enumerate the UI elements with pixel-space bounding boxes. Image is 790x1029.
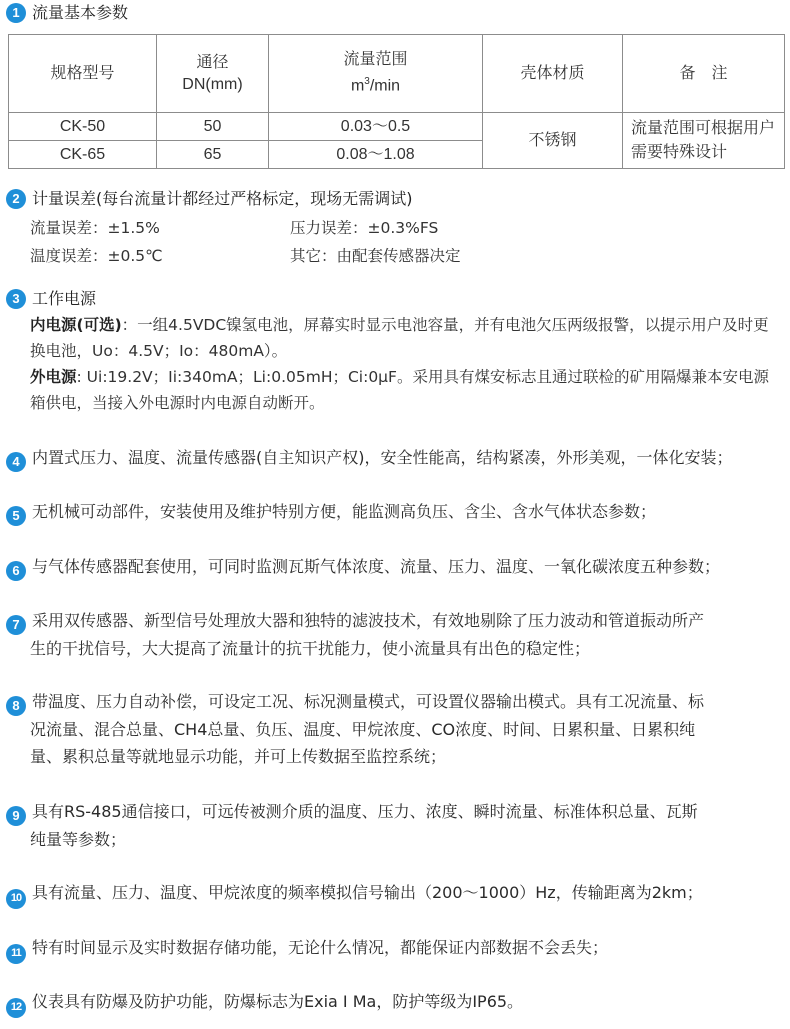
section-9-line-1: 具有RS-485通信接口，可远传被测介质的温度、压力、浓度、瞬时流量、标准体积总量、瓦斯 — [32, 802, 698, 821]
section-6 — [6, 553, 784, 581]
number-badge-icon: 6 — [6, 561, 26, 581]
internal-power — [6, 312, 784, 364]
header-range-line1: 流量范围 — [343, 51, 408, 69]
section-2-title: 计量误差(每台流量计都经过严格标定，现场无需调试) — [32, 189, 413, 208]
number-badge-icon: 12 — [6, 998, 26, 1018]
section-3 — [6, 288, 784, 416]
number-badge-icon: 3 — [6, 289, 26, 309]
table-row — [9, 113, 785, 141]
section-3-title: 工作电源 — [32, 289, 97, 308]
section-9 — [6, 798, 784, 853]
number-badge-icon: 1 — [6, 3, 26, 23]
section-8 — [6, 688, 784, 770]
section-3-heading — [6, 288, 784, 310]
number-badge-icon: 9 — [6, 806, 26, 826]
header-dn — [157, 35, 269, 113]
section-12 — [6, 988, 784, 1018]
section-5 — [6, 498, 784, 526]
section-6-text: 与气体传感器配套使用，可同时监测瓦斯气体浓度、流量、压力、温度、一氧化碳浓度五种参数； — [32, 557, 721, 576]
flow-parameter-table — [6, 34, 785, 169]
section-12-text: 仪表具有防爆及防护功能，防爆标志为Exia Ⅰ Ma，防护等级为IP65。 — [32, 992, 524, 1011]
external-power-text: : Ui:19.2V；Ii:340mA；Li:0.05mH；Ci:0μF。采用具有煤安标志且通过联检的矿用隔爆兼本安电源箱供电，当接入外电源时内电源自动断开。 — [30, 368, 769, 412]
error-list — [6, 214, 784, 270]
header-range-unit: $m^3/\min$ — [350, 76, 401, 95]
header-material: 壳体材质 — [483, 35, 623, 113]
section-9-line-2: 纯量等参数； — [30, 829, 127, 849]
header-note: 备 注 — [623, 35, 785, 113]
header-dn-line2: DN(mm) — [182, 75, 243, 93]
header-model: 规格型号 — [9, 35, 157, 113]
header-range — [269, 35, 483, 113]
section-7-line-2: 生的干扰信号，大大提高了流量计的抗干扰能力，使小流量具有出色的稳定性； — [30, 638, 591, 658]
pressure-error: 压力误差：±0.3%FS — [290, 219, 439, 237]
temperature-error: 温度误差：±0.5℃ — [30, 247, 163, 265]
section-1-heading — [6, 2, 784, 24]
table-header-row — [9, 35, 785, 113]
cell-range: 0.03～0.5 — [269, 113, 483, 141]
section-11-text: 特有时间显示及实时数据存储功能，无论什么情况，都能保证内部数据不会丢失； — [32, 938, 609, 957]
section-2-heading — [6, 188, 784, 210]
section-1 — [6, 2, 784, 24]
section-7 — [6, 607, 784, 662]
section-2 — [6, 188, 784, 270]
section-10 — [6, 879, 784, 909]
section-7-line-1: 采用双传感器、新型信号处理放大器和独特的滤波技术，有效地剔除了压力波动和管道振动所产 — [32, 611, 705, 630]
section-10-text: 具有流量、压力、温度、甲烷浓度的频率模拟信号输出（200～1000）Hz，传输距离为2km； — [32, 883, 703, 902]
section-1-title: 流量基本参数 — [32, 3, 129, 22]
section-8-line-2: 况流量、混合总量、CH4总量、负压、温度、甲烷浓度、CO浓度、时间、日累积量、日累积纯 — [30, 719, 696, 739]
cell-dn: 50 — [157, 113, 269, 141]
section-4-text: 内置式压力、温度、流量传感器(自主知识产权)，安全性能高，结构紧凑，外形美观，一体化安装； — [32, 448, 733, 467]
number-badge-icon: 2 — [6, 189, 26, 209]
cell-model: CK-50 — [9, 113, 157, 141]
section-4 — [6, 444, 784, 472]
internal-power-text: ：一组4.5VDC镍氢电池，屏幕实时显示电池容量，并有电池欠压两级报警，以提示用户及时更换电池，Uo：4.5V；Io：480mA）。 — [30, 316, 769, 360]
external-power-label: 外电源 — [30, 368, 77, 386]
cell-range: 0.08～1.08 — [269, 141, 483, 169]
flow-error: 流量误差：±1.5% — [30, 219, 160, 237]
number-badge-icon: 5 — [6, 506, 26, 526]
cell-note: 流量范围可根据用户需要特殊设计 — [623, 113, 785, 169]
internal-power-label: 内电源(可选) — [30, 316, 122, 334]
section-8-line-3: 量、累积总量等就地显示功能，并可上传数据至监控系统； — [30, 746, 447, 766]
number-badge-icon: 8 — [6, 696, 26, 716]
section-8-line-1: 带温度、压力自动补偿，可设定工况、标况测量模式，可设置仪器输出模式。具有工况流量、标 — [32, 692, 705, 711]
cell-dn: 65 — [157, 141, 269, 169]
number-badge-icon: 7 — [6, 615, 26, 635]
number-badge-icon: 10 — [6, 889, 26, 909]
section-11 — [6, 934, 784, 964]
cell-model: CK-65 — [9, 141, 157, 169]
external-power — [6, 364, 784, 416]
section-5-text: 无机械可动部件，安装使用及维护特别方便，能监测高负压、含尘、含水气体状态参数； — [32, 502, 657, 521]
other-error: 其它：由配套传感器决定 — [290, 247, 461, 265]
number-badge-icon: 4 — [6, 452, 26, 472]
number-badge-icon: 11 — [6, 944, 26, 964]
cell-material: 不锈钢 — [483, 113, 623, 169]
header-dn-line1: 通径 — [196, 53, 229, 71]
